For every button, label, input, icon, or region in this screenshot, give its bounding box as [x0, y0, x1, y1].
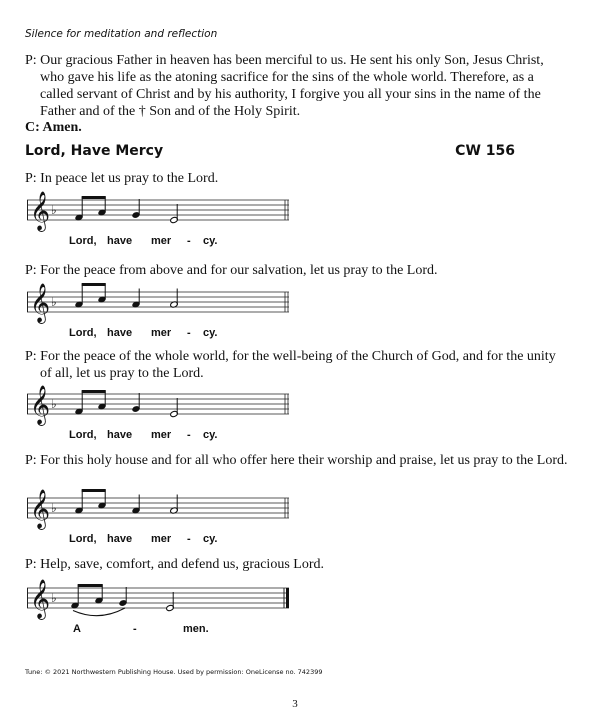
lyric-syllable: have	[107, 429, 133, 441]
lyric-syllable: -	[187, 235, 191, 247]
section-title: Lord, Have Mercy	[25, 143, 164, 159]
lyric-syllable: have	[107, 533, 133, 545]
rubric-silence: Silence for meditation and reflection	[25, 28, 218, 40]
music-staff-3	[27, 384, 289, 446]
music-staff-amen	[27, 578, 289, 640]
petition-5: P: Help, save, comfort, and defend us, gracious Lord.	[25, 557, 324, 572]
amen-response: C: Amen.	[25, 120, 82, 135]
lyric-syllable: -	[187, 429, 191, 441]
lyric-syllable: mer	[151, 533, 172, 545]
copyright-footer: Tune: © 2021 Northwestern Publishing House. Used by permission: OneLicense no. 742399	[25, 668, 323, 676]
lyric-syllable: mer	[151, 327, 172, 339]
treble-clef-icon: 𝄞	[30, 385, 51, 425]
lyric-syllable: -	[187, 327, 191, 339]
key-flat-icon: ♭	[51, 591, 57, 605]
absolution-text: P: Our gracious Father in heaven has been merciful to us. He sent his only Son, Jesus Christ, who gave his life as the atoning sacrifice for the sins of the whole world. Therefore, as a called servant of Christ and by his authority, I forgive you all your sins in the name of the Father and of the † Son and of the Holy Spirit.	[25, 53, 544, 119]
hymn-number: CW 156	[455, 143, 515, 159]
page-number: 3	[292, 698, 298, 710]
petition-4: P: For this holy house and for all who offer here their worship and praise, let us pray to the Lord.	[25, 453, 568, 468]
lyric-syllable: mer	[151, 235, 172, 247]
slur	[73, 608, 125, 616]
music-staff-2	[27, 282, 289, 344]
lyric-syllable: men.	[183, 623, 209, 635]
treble-clef-icon: 𝄞	[30, 579, 51, 619]
lyric-syllable: cy.	[203, 429, 218, 441]
lyric-syllable: mer	[151, 429, 172, 441]
music-staff-4	[27, 488, 289, 550]
treble-clef-icon: 𝄞	[30, 489, 51, 529]
treble-clef-icon: 𝄞	[30, 191, 51, 231]
lyric-syllable: cy.	[203, 327, 218, 339]
petition-2: P: For the peace from above and for our salvation, let us pray to the Lord.	[25, 263, 438, 278]
key-flat-icon: ♭	[51, 397, 57, 411]
lyric-syllable: have	[107, 327, 133, 339]
lyric-syllable: Lord,	[69, 235, 97, 247]
petition-3: P: For the peace of the whole world, for the well-being of the Church of God, and for the unity of all, let us pray to the Lord.	[25, 349, 556, 381]
lyric-syllable: Lord,	[69, 429, 97, 441]
lyric-syllable: -	[187, 533, 191, 545]
lyric-syllable: cy.	[203, 235, 218, 247]
lyric-syllable: cy.	[203, 533, 218, 545]
section-heading	[25, 143, 515, 159]
treble-clef-icon: 𝄞	[30, 283, 51, 323]
music-staff-1	[27, 190, 289, 252]
key-flat-icon: ♭	[51, 203, 57, 217]
lyric-syllable: A	[73, 623, 81, 635]
lyric-syllable: Lord,	[69, 533, 97, 545]
petition-1: P: In peace let us pray to the Lord.	[25, 171, 219, 186]
lyric-syllable: have	[107, 235, 133, 247]
key-flat-icon: ♭	[51, 501, 57, 515]
lyric-syllable: -	[133, 623, 137, 635]
lyric-syllable: Lord,	[69, 327, 97, 339]
key-flat-icon: ♭	[51, 295, 57, 309]
